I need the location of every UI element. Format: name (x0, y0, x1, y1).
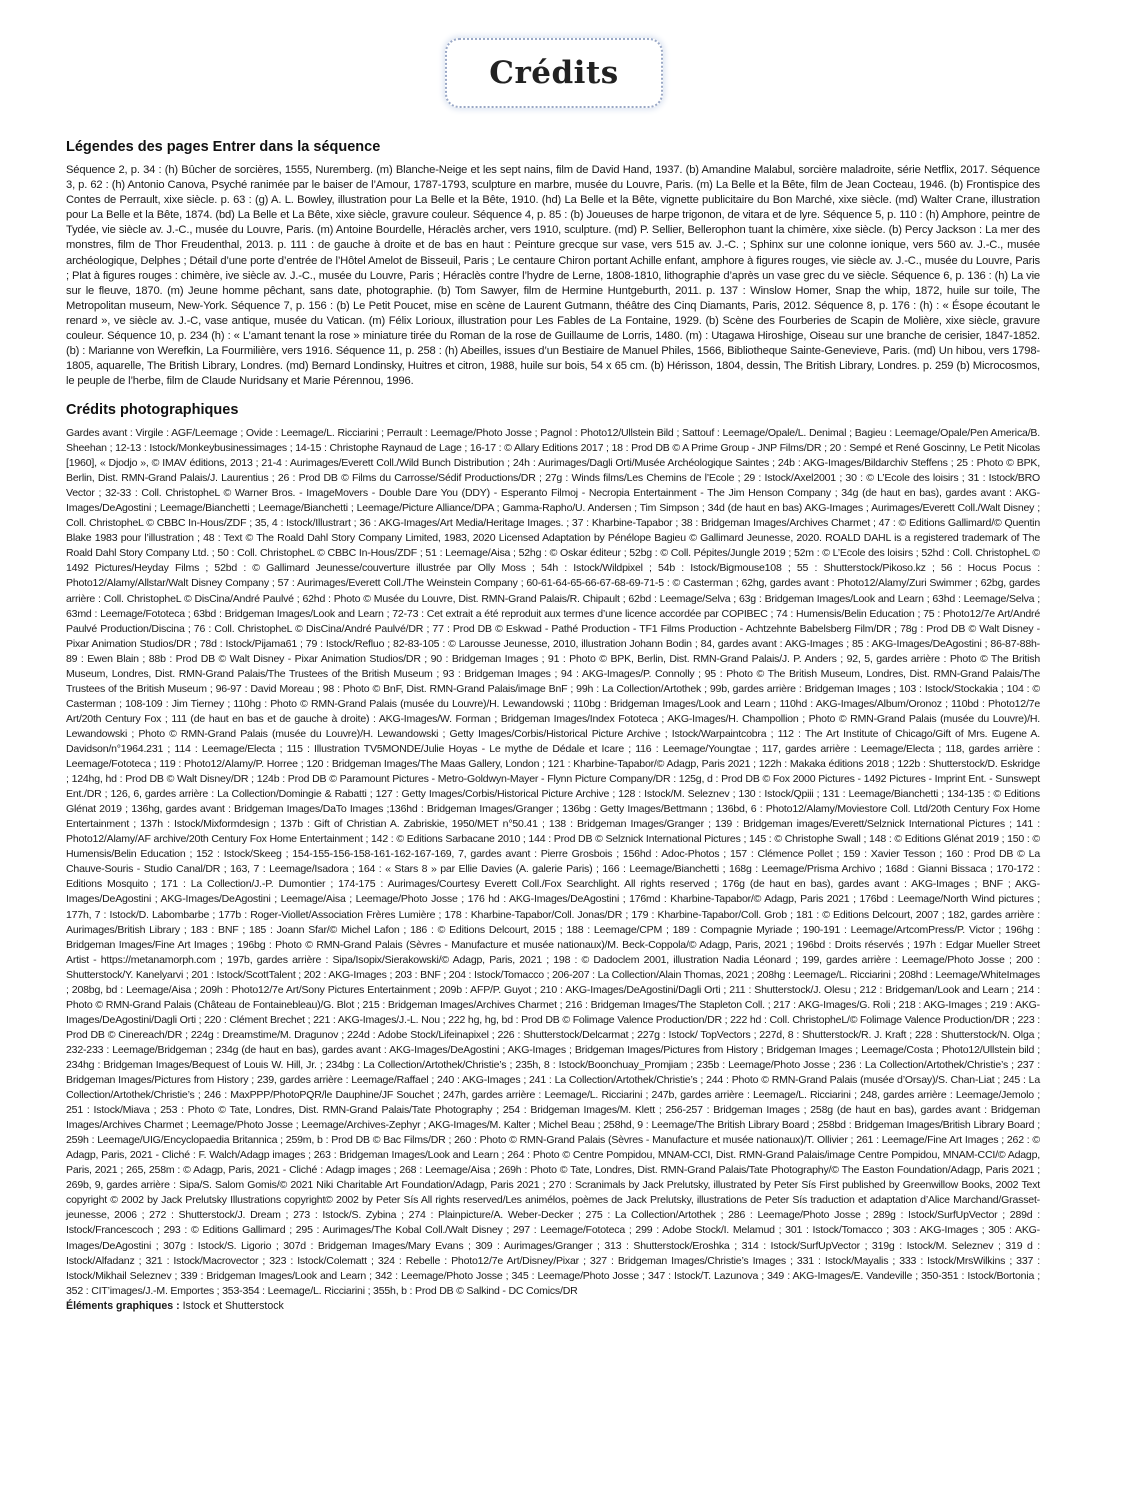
graphic-elements-label: Éléments graphiques : (66, 1299, 180, 1312)
photo-credits-section (66, 402, 1040, 1314)
page-title-box (445, 38, 663, 108)
photo-credits-text: Gardes avant : Virgile : AGF/Leemage ; Ovide : Leemage/L. Ricciarini ; Perrault : Leemage/Photo Josse ; Pagnol : Photo12/Ullstein Bild ; Sattouf : Leemage/Opale/L. Denimal ; Bagieu : Leemage/Opale/Pen America/B. Sheehan ; 12-13 : Istock/Monkeybusinessimages ; 14-15 : Christophe Raynaud de Lage ; 16-17 : © Allary Editions 2017 ; 18 : Prod DB © A Prime Group - JNP Films/DR ; 20 : Sempé et René Goscinny, Le Petit Nicolas [1960], « Djodjo », © IMAV éditions, 2013 ; 21-4 : Aurimages/Everett Coll./Wild Bunch Distribution ; 24h : Aurimages/Dagli Orti/Musée Archéologique Saintes ; 24b : AKG-Images/Bildarchiv Steffens ; 25 : Photo © BPK, Berlin, Dist. RMN-Grand Palais/J. Laurentius ; 26 : Prod DB © Films du Carrosse/Sédif Productions/DR ; 27g : Winds films/Les Chemins de l’Ecole ; 29 : Istock/Axel2001 ; 30 : © L’Ecole des loisirs ; 31 : Istock/BRO Vector ; 32-33 : Coll. ChristopheL © Warner Bros. - ImageMovers - Double Dare You (DDY) - Esperanto Filmoj - Necropia Entertainment - The Jim Henson Company ; 34g (de haut en bas), gardes avant : AKG-Images/DeAgostini ; Leemage/Bianchetti ; Leemage/Bianchetti ; Leemage/Picture Alliance/DPA ; Gamma-Rapho/U. Andersen ; Tim Simpson ; 34d (de haut en bas) AKG-Images ; Aurimages/Everett Coll./Walt Disney ; Coll. ChristopheL © CBBC In-Hous/ZDF ; 35, 4 : Istock/Illustrart ; 36 : AKG-Images/Art Media/Heritage Images. ; 37 : Kharbine-Tapabor ; 38 : Bridgeman Images/Archives Charmet ; 47 : © Editions Gallimard/© Quentin Blake 1983 pour l’illustration ; 48 : Text © The Roald Dahl Story Company Limited, 1983, 2020 Licensed Adaptation by Pénélope Bagieu © Gallimard Jeunesse, 2020. ROALD DAHL is a registered trademark of The Roald Dahl Story Company Ltd. ; 50 : Coll. ChristopheL © CBBC In-Hous/ZDF ; 51 : Leemage/Aisa ; 52hg : © Oskar éditeur ; 52bg : © Coll. Pépites/Jungle 2019 ; 52m : © L’Ecole des loisirs ; 52hd : Coll. ChristopheL © 1492 Pictures/Heyday Films ; 52bd : © Gallimard Jeunesse/couverture illustrée par Olly Moss ; 54h : Istock/Wildpixel ; 54b : Istock/Bigmouse108 ; 55 : Shutterstock/Pikoso.kz ; 56 : Hocus Pocus : Photo12/Alamy/Allstar/Walt Disney Company ; 57 : Aurimages/Everett Coll./The Weinstein Company ; 60-61-64-65-66-67-68-69-71-5 : © Casterman ; 62hg, gardes avant : Photo12/Alamy/Zuri Swimmer ; 62bg, gardes arrière : Coll. ChristopheL © DisCina/André Paulvé ; 62hd : Photo © Musée du Louvre, Dist. RMN-Grand Palais/R. Chipault ; 62bd : Leemage/Selva ; 63g : Bridgeman Images/Look and Learn ; 63hd : Leemage/Selva ; 63md : Leemage/Fototeca ; 63bd : Bridgeman Images/Look and Learn ; 72-73 : Cet extrait a été reproduit aux termes d’une licence accordée par COPIBEC ; 74 : Humensis/Belin Education ; 75 : Photo12/7e Art/André Paulvé Production/Discina ; 76 : Coll. ChristopheL © DisCina/André Paulvé/DR ; 77 : Prod DB © Eskwad - Pathé Production - TF1 Films Production - Achtzehnte Babelsberg Film/DR ; 78g : Prod DB © Walt Disney - Pixar Animation Studios/DR ; 78d : Istock/Pijama61 ; 79 : Istock/Refluo ; 82-83-105 : © Larousse Jeunesse, 2010, illustration Johann Bodin ; 84, gardes avant : AKG-Images ; 85 : AKG-Images/DeAgostini ; 86-87-88h-89 : Ewen Blain ; 88b : Prod DB © Walt Disney - Pixar Animation Studios/DR ; 90 : Bridgeman Images ; 91 : Photo © BPK, Berlin, Dist. RMN-Grand Palais/J. P. Anders ; 92, 5, gardes arrière : Photo © The British Museum, Londres, Dist. RMN-Grand Palais/The Trustees of the British Museum ; 93 : Bridgeman Images ; 94 : AKG-Images/P. Connolly ; 95 : Photo © The British Museum, Londres, Dist. RMN-Grand Palais/The Trustees of the British Museum ; 96-97 : David Moreau ; 98 : Photo © BnF, Dist. RMN-Grand Palais/image BnF ; 99h : La Collection/Artothek ; 99b, gardes arrière : Bridgeman Images ; 103 : Istock/Stockakia ; 104 : © Casterman ; 108-109 : Jim Tierney ; 110hg : Photo © RMN-Grand Palais (musée du Louvre)/H. Lewandowski ; 110bg : Bridgeman Images/Look and Learn ; 110hd : AKG-Images/Album/Oronoz ; 110bd : Photo12/7e Art/20th Century Fox ; 111 (de haut en bas et de gauche à droite) : AKG-Images/W. Forman ; Bridgeman Images/Index Fototeca ; AKG-Images/H. Champollion ; Photo © RMN-Grand Palais (musée du Louvre)/H. Lewandowski ; Photo © RMN-Grand Palais (musée du Louvre)/H. Lewandowski ; Getty Images/Corbis/Historical Picture Archive ; Istock/Warpaintcobra ; 112 : The Art Institute of Chicago/Gift of Mrs. Eugene A. Davidson/n°1964.231 ; 114 : Leemage/Electa ; 115 : Illustration TV5MONDE/Julie Hoyas - Le mythe de Dédale et Icare ; 116 : Leemage/Youngtae ; 117, gardes arrière : Leemage/Electa ; 118, gardes arrière : Leemage/Fototeca ; 119 : Photo12/Alamy/P. Horree ; 120 : Bridgeman Images/The Maas Gallery, London ; 121 : Kharbine-Tapabor/© Adagp, Paris 2021 ; 122h : Makaka éditions 2018 ; 122b : Shutterstock/D. Eskridge ; 124hg, hd : Prod DB © Walt Disney/DR ; 124b : Prod DB © Paramount Pictures - Metro-Goldwyn-Mayer - Flynn Picture Company/DR : 125g, d : Prod DB © Fox 2000 Pictures - 1492 Pictures - Imprint Ent. - Sunswept Ent./DR ; 126, 6, gardes arrière : La Collection/Domingie & Rabatti ; 127 : Getty Images/Corbis/Historical Picture Archive ; 128 : Istock/M. Seleznev ; 130 : Istock/Qpiii ; 131 : Leemage/Bianchetti ; 134-135 : © Editions Glénat 2019 ; 136hg, gardes avant : Bridgeman Images/DaTo Images ;136hd : Bridgeman Images/Granger ; 136bg : Getty Images/Bettmann ; 136bd, 6 : Photo12/Alamy/Moviestore Coll. Ltd/20th Century Fox Home Entertainment ; 137h : Istock/Mixformdesign ; 137b : Gift of Christian A. Zabriskie, 1950/MET n°50.41 ; 138 : Bridgeman Images/Granger ; 139 : Bridgeman images/Everett/Selznick International Pictures ; 141 : Photo12/Alamy/AF archive/20th Century Fox Home Entertainment ; 142 : © Editions Sarbacane 2010 ; 144 : Prod DB © Selznick International Pictures ; 145 : © Christophe Swall ; 148 : © Editions Glénat 2019 ; 150 : © Humensis/Belin Education ; 152 : Istock/Skeeg ; 154-155-156-158-161-162-167-169, 7, gardes avant : Pierre Grosbois ; 156hd : Adoc-Photos ; 157 : Clémence Pollet ; 159 : Xavier Tesson ; 160 : Prod DB © La Chauve-Souris - Studio Canal/DR ; 163, 7 : Leemage/Isadora ; 164 : « Stars 8 » par Ellie Davies (A. galerie Paris) ; 166 : Leemage/Bianchetti ; 168g : Leemage/Prisma Archivo ; 168d : Gianni Bissaca ; 170-172 : Editions Mosquito ; 171 : La Collection/J.-P. Dumontier ; 174-175 : Aurimages/Courtesy Everett Coll./Fox Searchlight. All rights reserved ; 176g (de haut en bas), gardes avant : AKG-Images ; BNF ; AKG-Images/DeAgostini ; AKG-Images/DeAgostini ; Leemage/Aisa ; Leemage/Photo Josse ; 176 hd : AKG-Images/DeAgostini ; 176md : Kharbine-Tapabor/© Adagp, Paris 2021 ; 176bd : Leemage/North Wind pictures ; 177h, 7 : Istock/D. Labombarbe ; 177b : Roger-Viollet/Association Frères Lumière ; 178 : Kharbine-Tapabor/Coll. Jonas/DR ; 179 : Kharbine-Tapabor/Coll. Grob ; 181 : © Editions Delcourt, 2007 ; 182, gardes arrière : Aurimages/British Library ; 183 : BNF ; 185 : Joann Sfar/© Michel Lafon ; 186 : © Editions Delcourt, 2015 ; 188 : Leemage/CPM ; 189 : Compagnie Myriade ; 190-191 : Leemage/ArtcomPress/P. Victor ; 196hg : Bridgeman Images/Fine Art Images ; 196bg : Photo © RMN-Grand Palais (Sèvres - Manufacture et musée nationaux)/M. Beck-Coppola/© Adagp, Paris, 2021 ; 196bd : Droits réservés ; 197h : Edgar Mueller Street Artist - https://metanamorph.com ; 197b, gardes arrière : Sipa/Isopix/Sierakowski/© Adagp, Paris, 2021 ; 198 : © Dadoclem 2001, illustration Nadia Léonard ; 199, gardes arrière : Leemage/Photo Josse ; 200 : Shutterstock/Y. Kanelyarvi ; 201 : Istock/ScottTalent ; 202 : AKG-Images ; 203 : BNF ; 204 : Istock/Tomacco ; 206-207 : La Collection/Alain Thomas, 2021 ; 208hg : Leemage/L. Ricciarini ; 208hd : Leemage/WhiteImages ; 208bg, bd : Leemage/Aisa ; 209h : Photo12/7e Art/Sony Pictures Entertainment ; 209b : AFP/P. Guyot ; 210 : AKG-Images/DeAgostini/Dagli Orti ; 211 : Shutterstock/J. Olesu ; 212 : Bridgeman/Look and Learn ; 214 : Photo © RMN-Grand Palais (Château de Fontainebleau)/G. Blot ; 215 : Bridgeman Images/Archives Charmet ; 216 : Bridgeman Images/The Stapleton Coll. ; 217 : AKG-Images/G. Roli ; 218 : AKG-Images ; 219 : AKG-Images/DeAgostini/Dagli Orti ; 220 : Clément Brechet ; 221 : AKG-Images/J.-L. Nou ; 222 hg, hg, bd : Prod DB © Folimage Valence Production/DR ; 222 hd : Coll. ChristopheL/© Folimage Valence Production/DR ; 223 : Prod DB © Cinereach/DR ; 224g : Dreamstime/M. Dragunov ; 224d : Adobe Stock/Lifeinapixel ; 226 : Shutterstock/Delcarmat ; 227g : Istock/ TopVectors ; 227d, 8 : Shutterstock/R. J. Kraft ; 228 : Shutterstock/N. Olga ; 232-233 : Leemage/Bridgeman ; 234g (de haut en bas), gardes avant : AKG-Images/DeAgostini ; AKG-Images ; Bridgeman Images/Pictures from History ; Bridgeman Images ; Leemage/Costa ; Photo12/Ullstein bild ; 234hg : Bridgeman Images/Bequest of Louis W. Hill, Jr. ; 234bg : La Collection/Artothek/Christie’s ; 235h, 8 : Istock/Boonchuay_Promjiam ; 235b : Leemage/Photo Josse ; 236 : La Collection/Artothek/Christie’s ; 237 : Bridgeman Images/Pictures from History ; 239, gardes arrière : Leemage/Raffael ; 240 : AKG-Images ; 241 : La Collection/Artothek/Christie’s ; 244 : Photo © RMN-Grand Palais (musée d’Orsay)/S. Chan-Liat ; 245 : La Collection/Artothek/Christie’s ; 246 : MaxPPP/PhotoPQR/le Dauphine/JF Souchet ; 247h, gardes arrière : Leemage/L. Ricciarini ; 247b, gardes arrière : Leemage/L. Ricciarini ; 248, gardes arrière : Leemage/Jemolo ; 251 : Istock/Miava ; 253 : Photo © Tate, Londres, Dist. RMN-Grand Palais/Tate Photography ; 254 : Bridgeman Images/M. Klett ; 256-257 : Bridgeman Images ; 258g (de haut en bas), gardes avant : Bridgeman Images/Archives Charmet ; Leemage/Photo Josse ; Leemage/Archives-Zephyr ; AKG-Images/M. Kalter ; Michel Beau ; 258hd, 9 : Leemage/The British Library Board ; 258bd : Bridgeman Images/British Library Board ; 259h : Leemage/UIG/Encyclopaedia Britannica ; 259m, b : Prod DB © Bac Films/DR ; 260 : Photo © RMN-Grand Palais (Sèvres - Manufacture et musée nationaux)/T. Ollivier ; 261 : Leemage/Fine Art Images ; 262 : © Adagp, Paris, 2021 - Cliché : F. Walch/Adagp images ; 263 : Bridgeman Images/Look and Learn ; 264 : Photo © Centre Pompidou, MNAM-CCI, Dist. RMN-Grand Palais/image Centre Pompidou, MNAM-CCI/© Adagp, Paris, 2021 ; 265, 258m : © Adagp, Paris, 2021 - Cliché : Adagp images ; 268 : Leemage/Aisa ; 269h : Photo © Tate, Londres, Dist. RMN-Grand Palais/Tate Photography/© The Easton Foundation/Adagp, Paris 2021 ; 269b, 9, gardes arrière : Sipa/S. Salom Gomis/© 2021 Niki Charitable Art Foundation/Adagp, Paris 2021 ; 270 : Scranimals by Jack Prelutsky, illustrated by Peter Sís First published by Greenwillow Books, 2002 Text copyright © 2002 by Jack Prelutsky Illustrations copyright© 2002 by Peter Sís All rights reserved/Les animélos, poèmes de Jack Prelutsky, illustrations de Peter Sís traduction et adaptation d’Alice Marchand/Grasset-jeunesse, 2006 ; 272 : Shutterstock/J. Dream ; 273 : Istock/S. Zybina ; 274 : Plainpicture/A. Weber-Decker ; 275 : La Collection/Artothek ; 286 : Leemage/Photo Josse ; 289g : Istock/SurfUpVector ; 289d : Istock/Francescoch ; 293 : © Editions Gallimard ; 295 : Aurimages/The Kobal Coll./Walt Disney ; 297 : Leemage/Fototeca ; 299 : Adobe Stock/I. Melamud ; 301 : Istock/Tomacco ; 303 : AKG-Images ; 305 : AKG-Images/DeAgostini ; 307g : Istock/S. Ligorio ; 307d : Bridgeman Images/Mary Evans ; 309 : Aurimages/Granger ; 313 : Shutterstock/Eroshka ; 314 : Istock/SurfUpVector ; 319g : Istock/M. Seleznev ; 319 d : Istock/Alfadanz ; 321 : Istock/Macrovector ; 323 : Istock/Colematt ; 324 : Rebelle : Photo12/7e Art/Disney/Pixar ; 327 : Bridgeman Images/Christie’s Images ; 331 : Istock/Mayalis ; 333 : Istock/MrsWilkins ; 337 : Istock/Mikhail Seleznev ; 339 : Bridgeman Images/Look and Learn ; 342 : Leemage/Photo Josse ; 345 : Leemage/Photo Josse ; 347 : Istock/T. Lazunova ; 349 : AKG-Images/E. Vandeville ; 350-351 : Istock/Bortonia ; 352 : CIT’images/J.-M. Emportes ; 353-354 : Leemage/L. Ricciarini ; 355h, b : Prod DB © Salkind - DC Comics/DR (66, 427, 1040, 1297)
graphic-elements-value: Istock et Shutterstock (182, 1299, 284, 1312)
legends-section (66, 139, 1040, 389)
photo-credits-heading: Crédits photographiques (66, 402, 239, 418)
legends-text: Séquence 2, p. 34 : (h) Bûcher de sorcières, 1555, Nuremberg. (m) Blanche-Neige et les sept nains, film de David Hand, 1937. (b) Amandine Malabul, sorcière maladroite, série Netflix, 2017. Séquence 3, p. 62 : (h) Antonio Canova, Psyché ranimée par le baiser de l’Amour, 1787-1793, sculpture en marbre, musée du Louvre, Paris. (m) La Belle et la Bête, film de Jean Cocteau, 1946. (b) Frontispice des Contes de Perrault, xixe siècle. p. 63 : (g) A. L. Bowley, illustration pour La Belle et la Bête, 1910. (hd) La Belle et la Bête, vignette publicitaire du Bon Marché, xixe siècle. (md) Walter Crane, illustration pour La Belle et la Bête, 1874. (bd) La Belle et La Bête, xixe siècle, gravure couleur. Séquence 4, p. 85 : (b) Joueuses de harpe trigonon, de vitara et de lyre. Séquence 5, p. 110 : (h) Amphore, peintre de Tydée, vie siècle av. J.-C., musée du Louvre, Paris. (m) Antoine Bourdelle, Héraclès archer, vers 1910, sculpture. (md) P. Sellier, Bellerophon tuant la chimère, xixe siècle. (b) Percy Jackson : La mer des monstres, film de Thor Freudenthal, 2013. p. 111 : de gauche à droite et de bas en haut : Peinture grecque sur vase, vers 515 av. J.-C. ; Sphinx sur une colonne ionique, vers 560 av. J.-C., musée archéologique, Delphes ; Détail d’une porte d’entrée de l’Hôtel Amelot de Bisseuil, Paris ; Le centaure Chiron portant Achille enfant, amphore à figures rouges, vie siècle av. J.-C., musée du Louvre, Paris ; Plat à figures rouges : chimère, ive siècle av. J.-C., musée du Louvre, Paris ; Héraclès contre l’hydre de Lerne, 1808-1810, lithographie d’après un vase grec du ve siècle. Séquence 6, p. 136 : (h) La vie sur le fleuve, 1870. (m) Jeune homme pêchant, sans date, photographie. (b) Tom Sawyer, film de Hermine Huntgeburth, 2011. p. 137 : Winslow Homer, Snap the whip, 1872, huile sur toile, The Metropolitan museum, New-York. Séquence 7, p. 156 : (b) Le Petit Poucet, mise en scène de Laurent Gutmann, théâtre des Cinq Diamants, Paris, 2012. Séquence 8, p. 176 : (h) : « Ésope écoutant le renard », ve siècle av. J.-C, vase antique, musée du Vatican. (m) Félix Lorioux, illustration pour Les Fables de La Fontaine, 1929. (b) Scène des Fourberies de Scapin de Molière, xixe siècle, gravure couleur. Séquence 10, p. 234 (h) : « L’amant tenant la rose » miniature tirée du Roman de la rose de Guillaume de Lorris, 1480. (m) : Utagawa Hiroshige, Oiseau sur une branche de cerisier, 1847-1852. (b) : Marianne von Werefkin, La Fourmilière, vers 1916. Séquence 11, p. 258 : (h) Abeilles, issues d’un Bestiaire de Manuel Philes, 1566, Bibliotheque Sainte-Genevieve, Paris. (md) Un hibou, vers 1798-1805, aquarelle, The British Library, Londres. (md) Bernard Londinsky, Huitres et citron, 1988, huile sur bois, 54 x 65 cm. (b) Hérisson, 1804, dessin, The British Library, Londres. p. 259 (b) Microcosmos, le peuple de l’herbe, film de Claude Nuridsany et Marie Pérennou, 1996. (66, 164, 1040, 388)
graphic-elements-line (66, 1299, 1040, 1314)
page-title: Crédits (489, 55, 619, 91)
legends-heading: Légendes des pages Entrer dans la séquence (66, 139, 381, 155)
